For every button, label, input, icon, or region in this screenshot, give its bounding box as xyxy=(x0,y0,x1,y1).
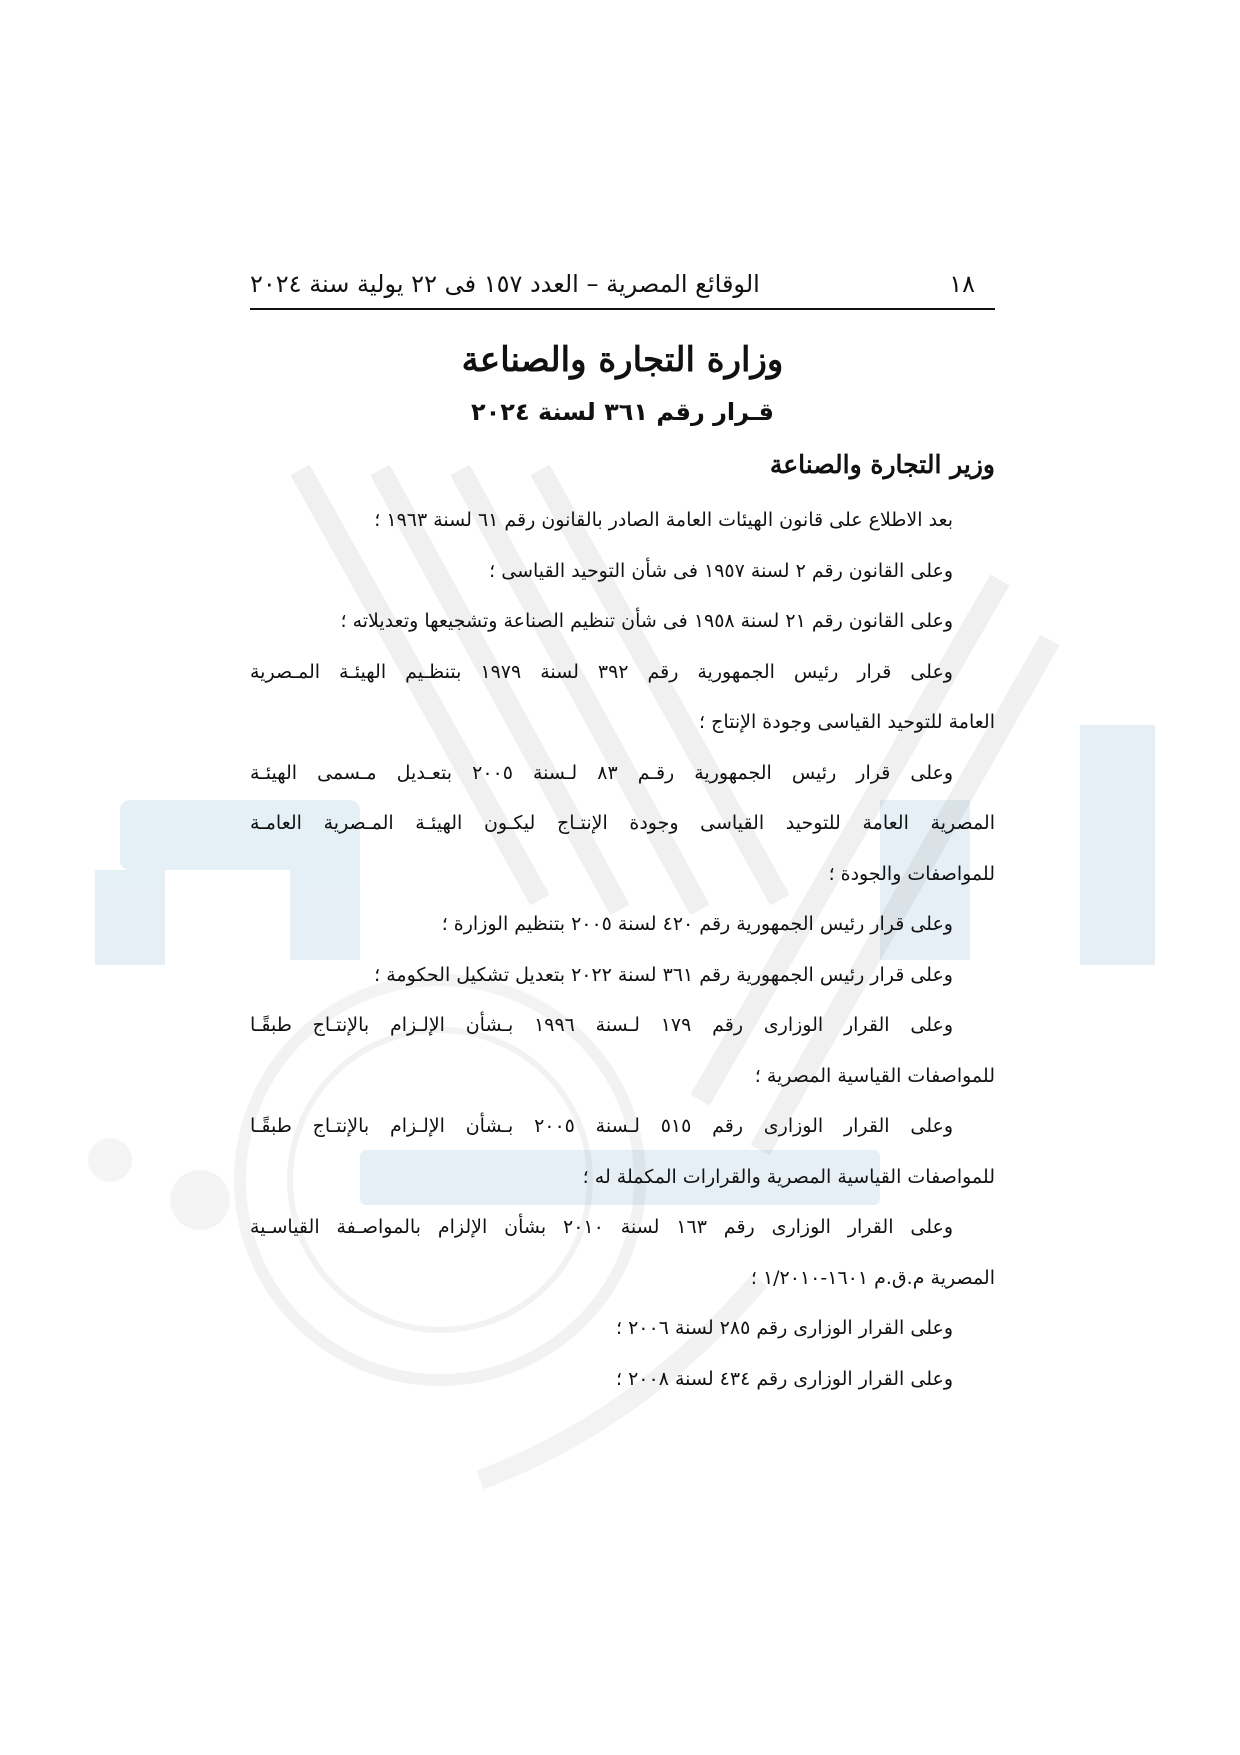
paragraph-line: وعلى قرار رئيس الجمهورية رقم ٣٦١ لسنة ٢٠٢٢ بتعديل تشكيل الحكومة ؛ xyxy=(374,963,953,986)
paragraph-line: وعلى القرار الوزارى رقم ٢٨٥ لسنة ٢٠٠٦ ؛ xyxy=(616,1317,953,1339)
paragraph-line: وعلى القرار الوزارى رقم ١٧٩ لـسنة ١٩٩٦ بـشأن الإلـزام بالإنتـاج طبقًـا xyxy=(250,1014,953,1036)
paragraph-line: وعلى القرار الوزارى رقم ٥١٥ لـسنة ٢٠٠٥ بـشأن الإلـزام بالإنتـاج طبقًـا xyxy=(250,1115,953,1137)
paragraph-line: المصرية م.ق.م ١٦٠١-١/٢٠١٠ ؛ xyxy=(750,1266,995,1289)
paragraph-line: وعلى القانون رقم ٢ لسنة ١٩٥٧ فى شأن التوحيد القياسى ؛ xyxy=(489,559,953,582)
paragraph-line: المصرية العامة للتوحيد القياسى وجودة الإنتـاج ليكـون الهيئـة المـصرية العامـة xyxy=(250,812,995,834)
preamble-paragraph xyxy=(250,1303,995,1354)
preamble-paragraph xyxy=(250,1101,995,1202)
paragraph-line: وعلى القرار الوزارى رقم ٤٣٤ لسنة ٢٠٠٨ ؛ xyxy=(616,1367,953,1390)
paragraph-line: للمواصفات القياسية المصرية ؛ xyxy=(754,1064,995,1087)
preamble-paragraph xyxy=(250,596,995,647)
paragraph-line: بعد الاطلاع على قانون الهيئات العامة الصادر بالقانون رقم ٦١ لسنة ١٩٦٣ ؛ xyxy=(374,509,953,531)
preamble-paragraph xyxy=(250,1354,995,1405)
ministry-title: وزارة التجارة والصناعة xyxy=(461,340,784,380)
paragraph-line: العامة للتوحيد القياسى وجودة الإنتاج ؛ xyxy=(698,711,995,733)
paragraph-line: وعلى القانون رقم ٢١ لسنة ١٩٥٨ فى شأن تنظيم الصناعة وتشجيعها وتعديلاته ؛ xyxy=(340,610,953,632)
decree-preamble xyxy=(250,495,995,1404)
page-header xyxy=(250,270,995,310)
preamble-paragraph xyxy=(250,495,995,546)
preamble-paragraph xyxy=(250,546,995,597)
issuer-heading: وزير التجارة والصناعة xyxy=(769,450,995,479)
preamble-paragraph xyxy=(250,647,995,748)
preamble-paragraph xyxy=(250,1000,995,1101)
preamble-paragraph xyxy=(250,1202,995,1303)
paragraph-line: للمواصفات القياسية المصرية والقرارات المكملة له ؛ xyxy=(582,1165,995,1188)
paragraph-line: وعلى قرار رئيس الجمهورية رقم ٣٩٢ لسنة ١٩٧٩ بتنظـيم الهيئـة المـصرية xyxy=(250,660,953,683)
preamble-paragraph xyxy=(250,950,995,1001)
paragraph-line: وعلى قرار رئيس الجمهورية رقـم ٨٣ لـسنة ٢٠٠٥ بتعـديل مـسمى الهيئـة xyxy=(250,761,953,784)
page-number: ١٨ xyxy=(949,270,975,298)
preamble-paragraph xyxy=(250,899,995,950)
decree-number: قـرار رقم ٣٦١ لسنة ٢٠٢٤ xyxy=(471,398,774,426)
publication-info: الوقائع المصرية – العدد ١٥٧ فى ٢٢ يولية سنة ٢٠٢٤ xyxy=(250,270,760,298)
paragraph-line: للمواصفات والجودة ؛ xyxy=(828,862,995,885)
preamble-paragraph xyxy=(250,748,995,900)
paragraph-line: وعلى القرار الوزارى رقم ١٦٣ لسنة ٢٠١٠ بشأن الإلزام بالمواصـفة القياسـية xyxy=(250,1216,953,1238)
paragraph-line: وعلى قرار رئيس الجمهورية رقم ٤٢٠ لسنة ٢٠٠٥ بتنظيم الوزارة ؛ xyxy=(441,913,953,935)
gazette-page xyxy=(250,270,995,1404)
